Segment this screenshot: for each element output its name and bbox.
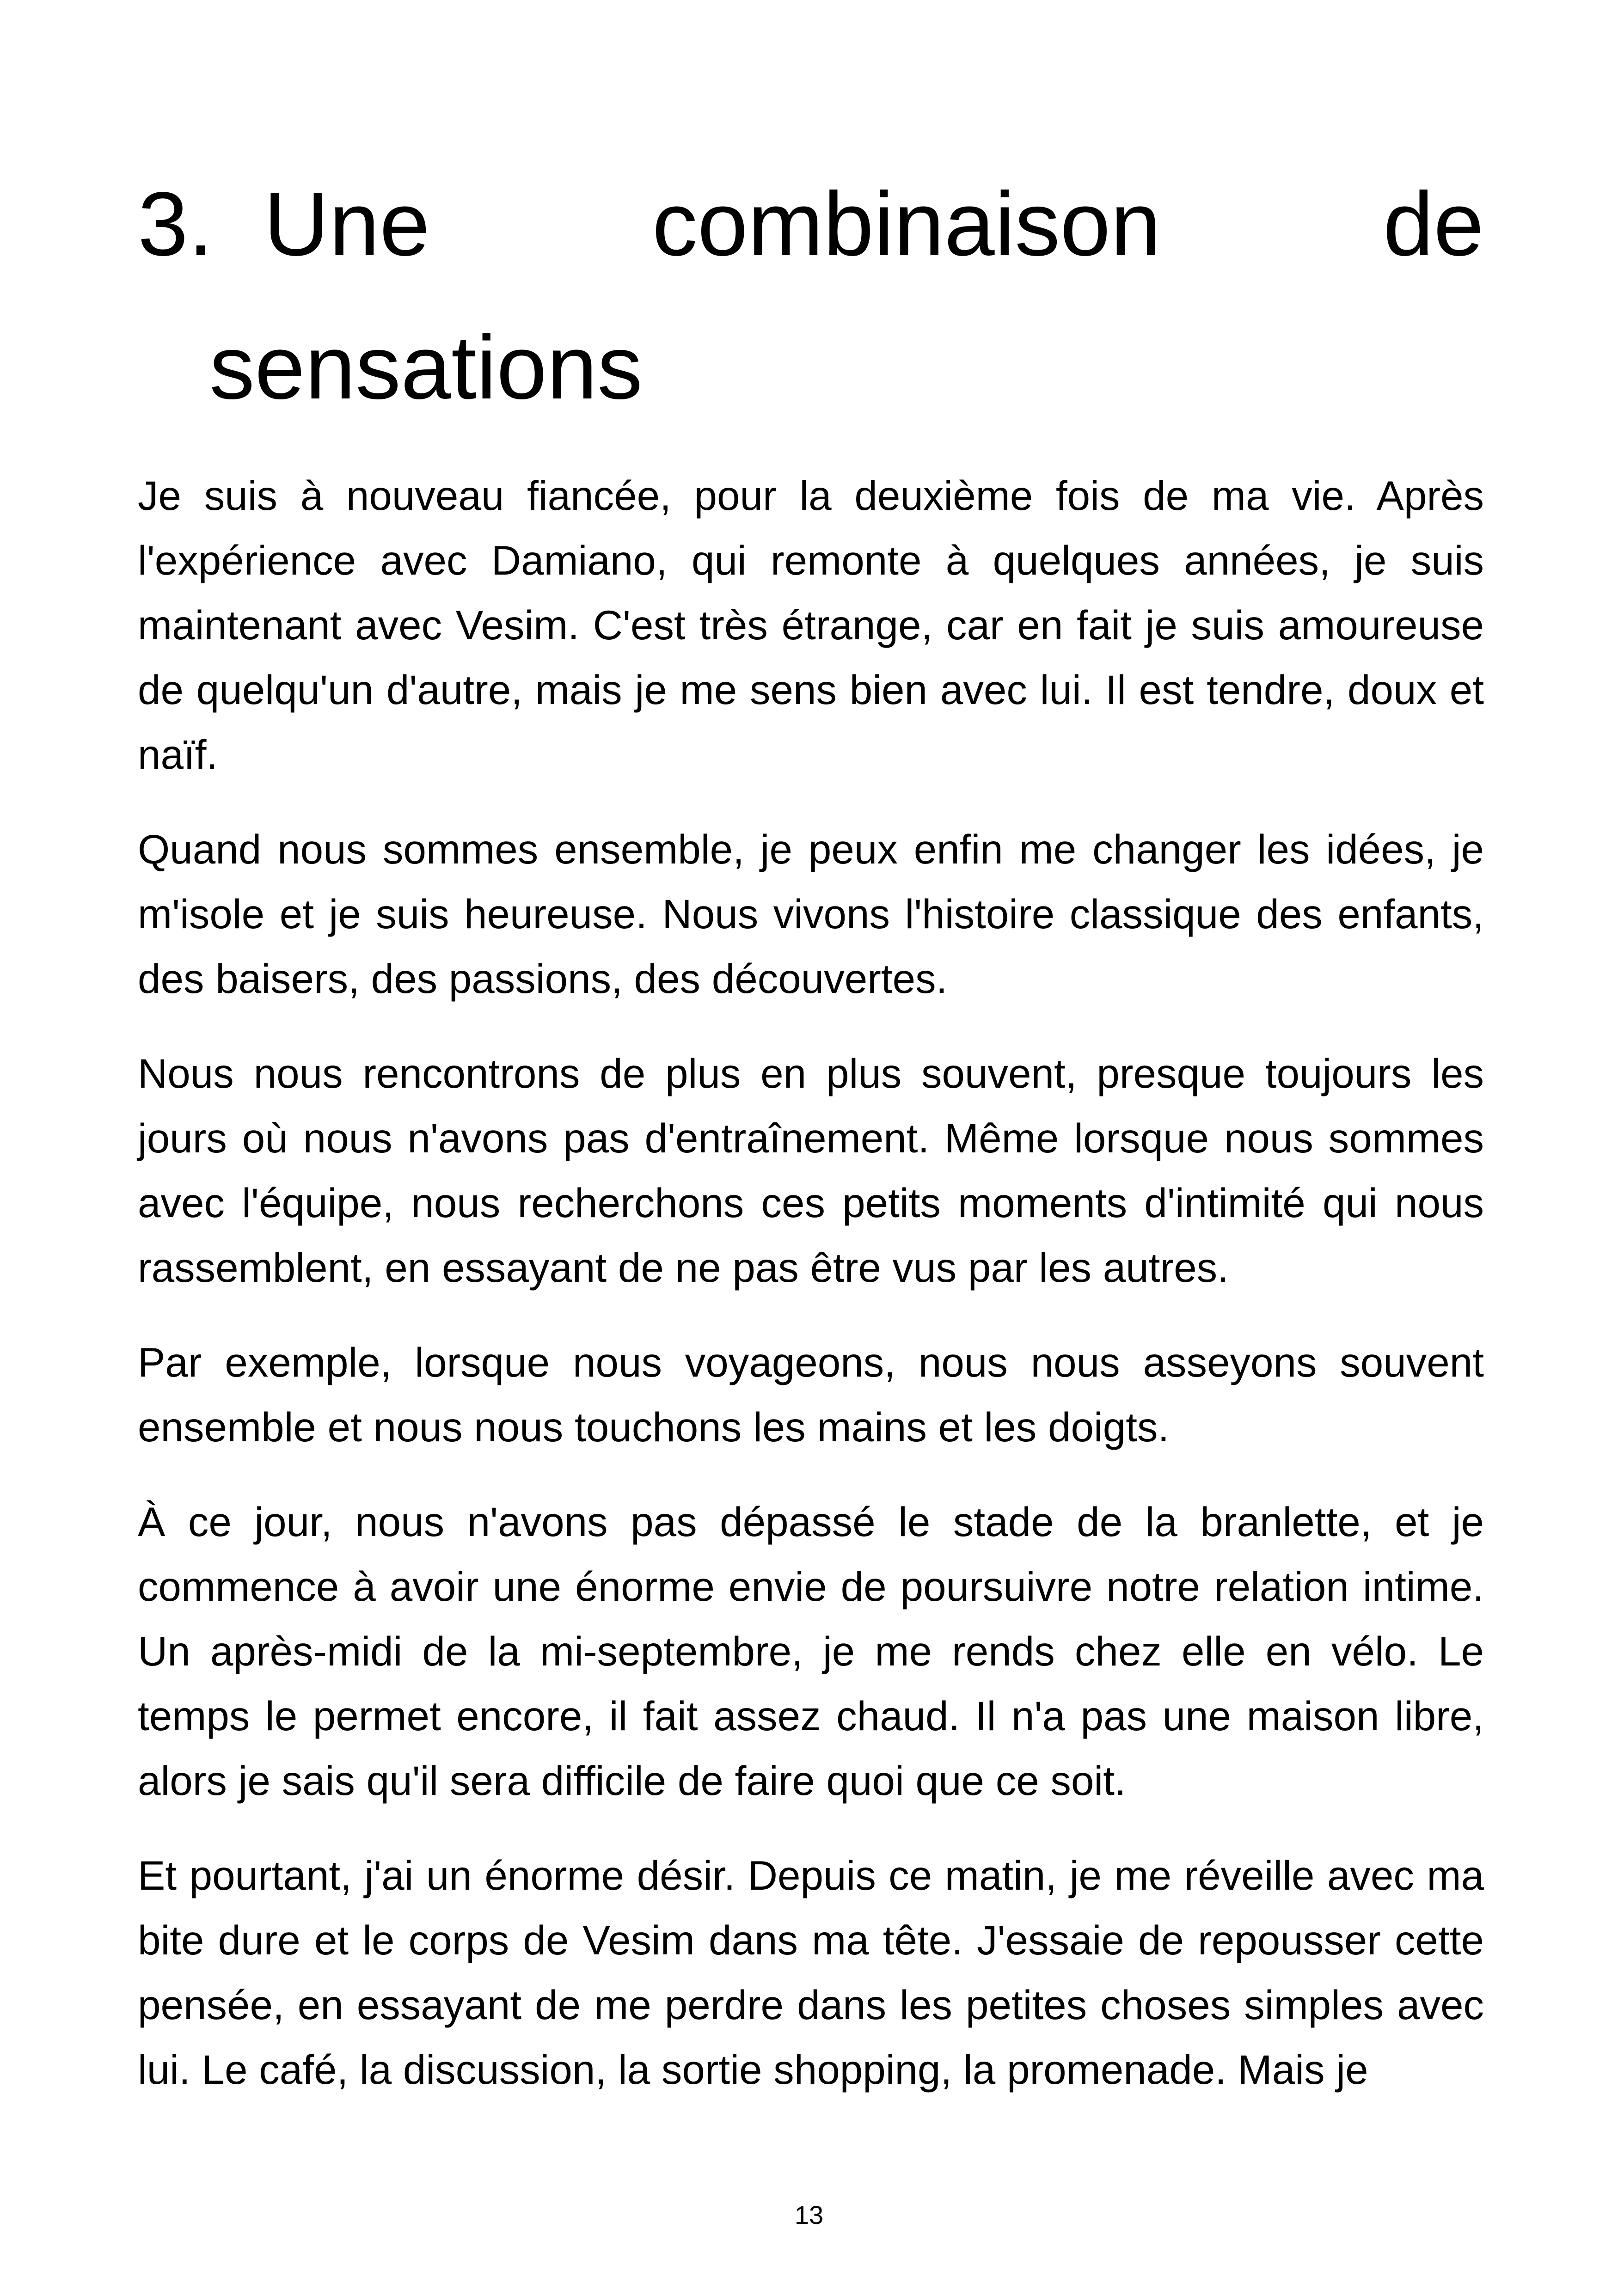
chapter-title-line2: sensations [209,317,643,418]
paragraph: Nous nous rencontrons de plus en plus souvent, presque toujours les jours où nous n'avons pas d'entraînement. Même lorsque nous sommes avec l'équipe, nous recherchons ces petits moments d'intimité qui nous rassemblent, en essayant de ne pas être vus par les autres. [138,1050,1484,1291]
chapter-title-line1 [138,153,1484,296]
chapter-title-word-de: de [1383,173,1484,275]
chapter-title-prefix [138,153,430,296]
chapter-title-word-une: Une [264,173,430,275]
chapter-number: 3. [138,173,214,275]
chapter-title [138,153,1484,439]
body-text [138,463,1484,2132]
paragraph: Et pourtant, j'ai un énorme désir. Depuis ce matin, je me réveille avec ma bite dure et le corps de Vesim dans ma tête. J'essaie de repousser cette pensée, en essayant de me perdre dans les petites choses simples avec lui. Le café, la discussion, la sortie shopping, la promenade. Mais je [138,1852,1484,2093]
paragraph: À ce jour, nous n'avons pas dépassé le stade de la branlette, et je commence à avoir une énorme envie de poursuivre notre relation intime. Un après-midi de la mi-septembre, je me rends chez elle en vélo. Le temps le permet encore, il fait assez chaud. Il n'a pas une maison libre, alors je sais qu'il sera difficile de faire quoi que ce soit. [138,1499,1484,1804]
paragraph: Quand nous sommes ensemble, je peux enfin me changer les idées, je m'isole et je suis heureuse. Nous vivons l'histoire classique des enfants, des baisers, des passions, des découvertes. [138,826,1484,1002]
paragraph: Par exemple, lorsque nous voyageons, nous nous asseyons souvent ensemble et nous nous touchons les mains et les doigts. [138,1339,1484,1450]
chapter-title-word-combinaison: combinaison [652,173,1161,275]
paragraph: Je suis à nouveau fiancée, pour la deuxième fois de ma vie. Après l'expérience avec Damiano, qui remonte à quelques années, je suis maintenant avec Vesim. C'est très étrange, car en fait je suis amoureuse de quelqu'un d'autre, mais je me sens bien avec lui. Il est tendre, doux et naïf. [138,472,1484,778]
page-number: 13 [794,2200,824,2229]
